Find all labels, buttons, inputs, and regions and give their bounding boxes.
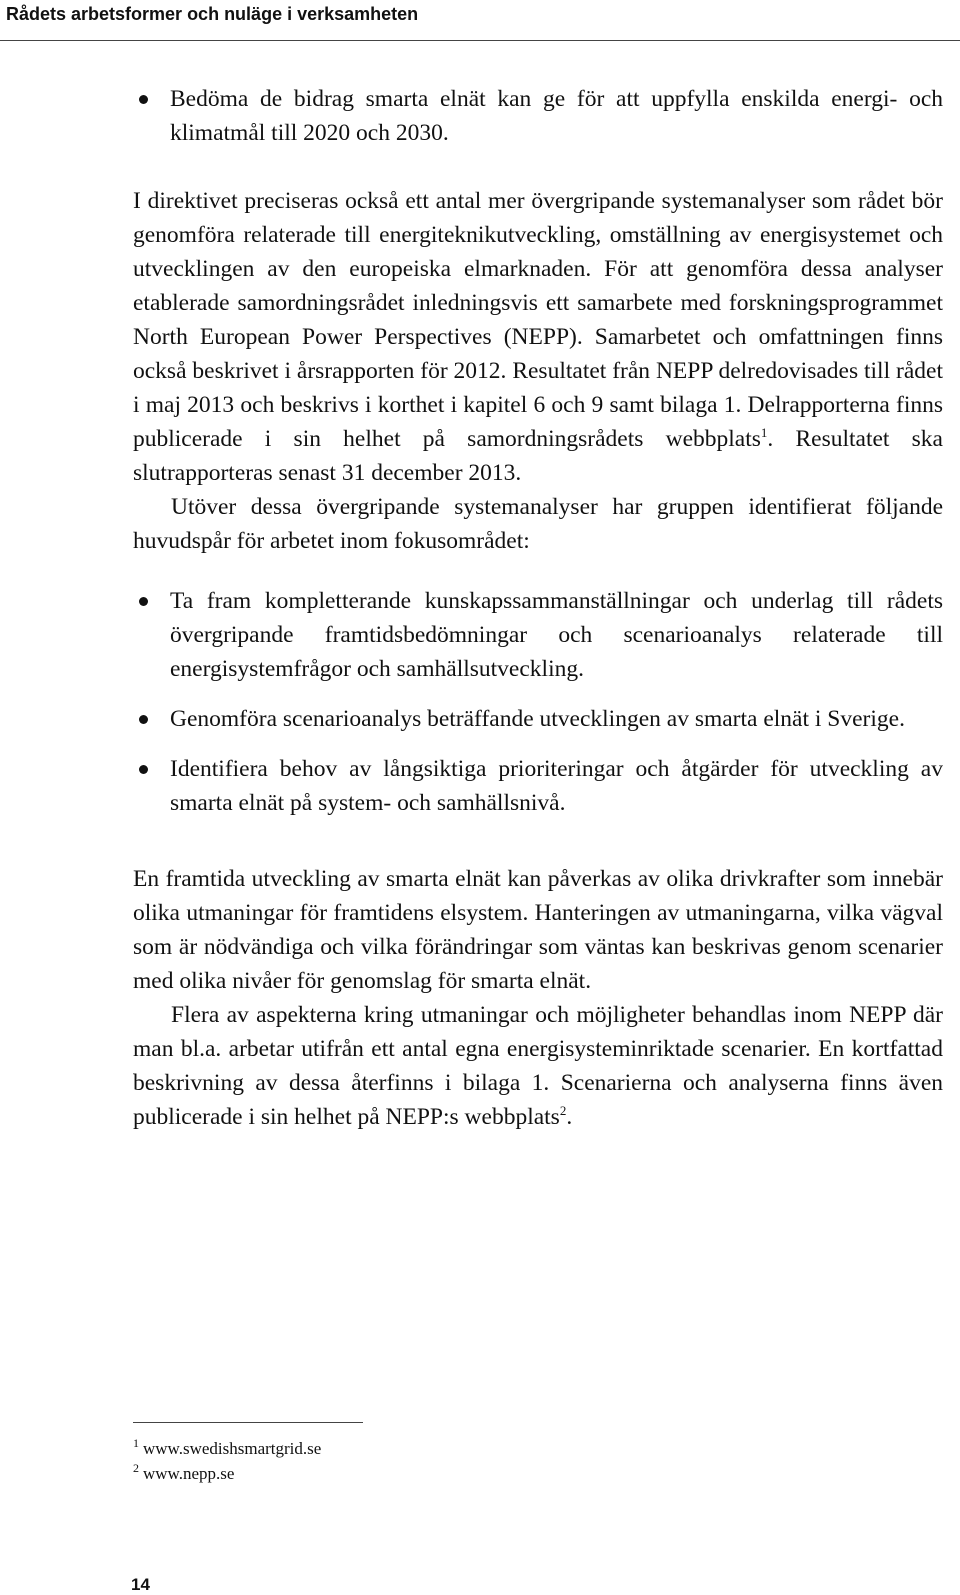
list-item-text: Bedöma de bidrag smarta elnät kan ge för att uppfylla enskilda energi- och klimatmål till 2020 och 2030.: [170, 86, 943, 146]
list-item-text: Ta fram kompletterande kunskapssammanställningar och underlag till rådets övergripande framtidsbedömningar och scenarioanalys relaterade till energisystemfrågor och samhällsutveckling.: [170, 588, 943, 682]
footnote-link[interactable]: www.swedishsmartgrid.se: [143, 1439, 322, 1458]
list-item-text: Identifiera behov av långsiktiga prioriteringar och åtgärder för utveckling av smarta elnät på system- och samhällsnivå.: [170, 756, 943, 816]
paragraph: En framtida utveckling av smarta elnät kan påverkas av olika drivkrafter som innebär olika utmaningar för framtidens elsystem. Hanteringen av utmaningarna, vilka vägval som är nödvändiga och vilka förändringar som väntas kan beskrivas genom scenarier med olika nivåer för genomslag för smarta elnät.: [133, 866, 943, 994]
paragraph: [133, 184, 943, 490]
footnotes: [133, 1436, 321, 1486]
footnote-number: 1: [133, 1436, 139, 1451]
bullet-list-1: [133, 82, 943, 150]
list-item: [133, 584, 943, 686]
list-item: [133, 752, 943, 820]
page-body: [133, 82, 943, 1134]
bullet-icon: [139, 715, 148, 724]
running-header: Rådets arbetsformer och nuläge i verksamheten: [6, 4, 419, 24]
list-item: [133, 702, 943, 736]
footnote-ref: 2: [559, 1103, 567, 1119]
paragraph-text: I direktivet preciseras också ett antal mer övergripande systemanalyser som rådet bör genomföra relaterade till energiteknikutveckling, omställning av energisystemet och utvecklingen av den europeiska elmarknaden. För att genomföra dessa analyser etablerade samordningsrådet inledningsvis ett samarbete med forskningsprogrammet North European Power Perspectives (NEPP). Samarbetet och omfattningen finns också beskrivet i årsrapporten för 2012. Resultatet från NEPP delredovisades till rådet i maj 2013 och beskrivs i korthet i kapitel 6 och 9 samt bilaga 1. Delrapporterna finns publicerade i sin helhet på samordningsrådets webbplats: [133, 188, 943, 452]
footnote: [133, 1461, 321, 1486]
paragraph-text: .: [566, 1104, 573, 1130]
list-item-text: Genomföra scenarioanalys beträffande utvecklingen av smarta elnät i Sverige.: [170, 706, 905, 732]
footnote-ref: 1: [760, 425, 768, 441]
bullet-icon: [139, 765, 148, 774]
footnote: [133, 1436, 321, 1461]
footnote-number: 2: [133, 1461, 139, 1476]
paragraph-text: . Resultatet ska slutrapporteras senast 31 december 2013.: [133, 426, 943, 486]
footnote-link[interactable]: www.nepp.se: [143, 1464, 235, 1483]
bullet-icon: [139, 95, 148, 104]
bullet-icon: [139, 597, 148, 606]
paragraph-text: Flera av aspekterna kring utmaningar och möjligheter behandlas inom NEPP där man bl.a. arbetar utifrån ett antal egna energisysteminriktade scenarier. En kortfattad beskrivning av dessa återfinns i bilaga 1. Scenarierna och analyserna finns även publicerade i sin helhet på NEPP:s webbplats: [133, 1002, 943, 1130]
header-divider: [0, 40, 960, 41]
paragraph: [133, 998, 943, 1134]
page-number: 14: [131, 1575, 150, 1594]
list-item: [133, 82, 943, 150]
paragraph: Utöver dessa övergripande systemanalyser har gruppen identifierat följande huvudspår för arbetet inom fokusområdet:: [133, 494, 943, 554]
footnote-divider: [133, 1422, 363, 1423]
bullet-list-2: [133, 584, 943, 820]
